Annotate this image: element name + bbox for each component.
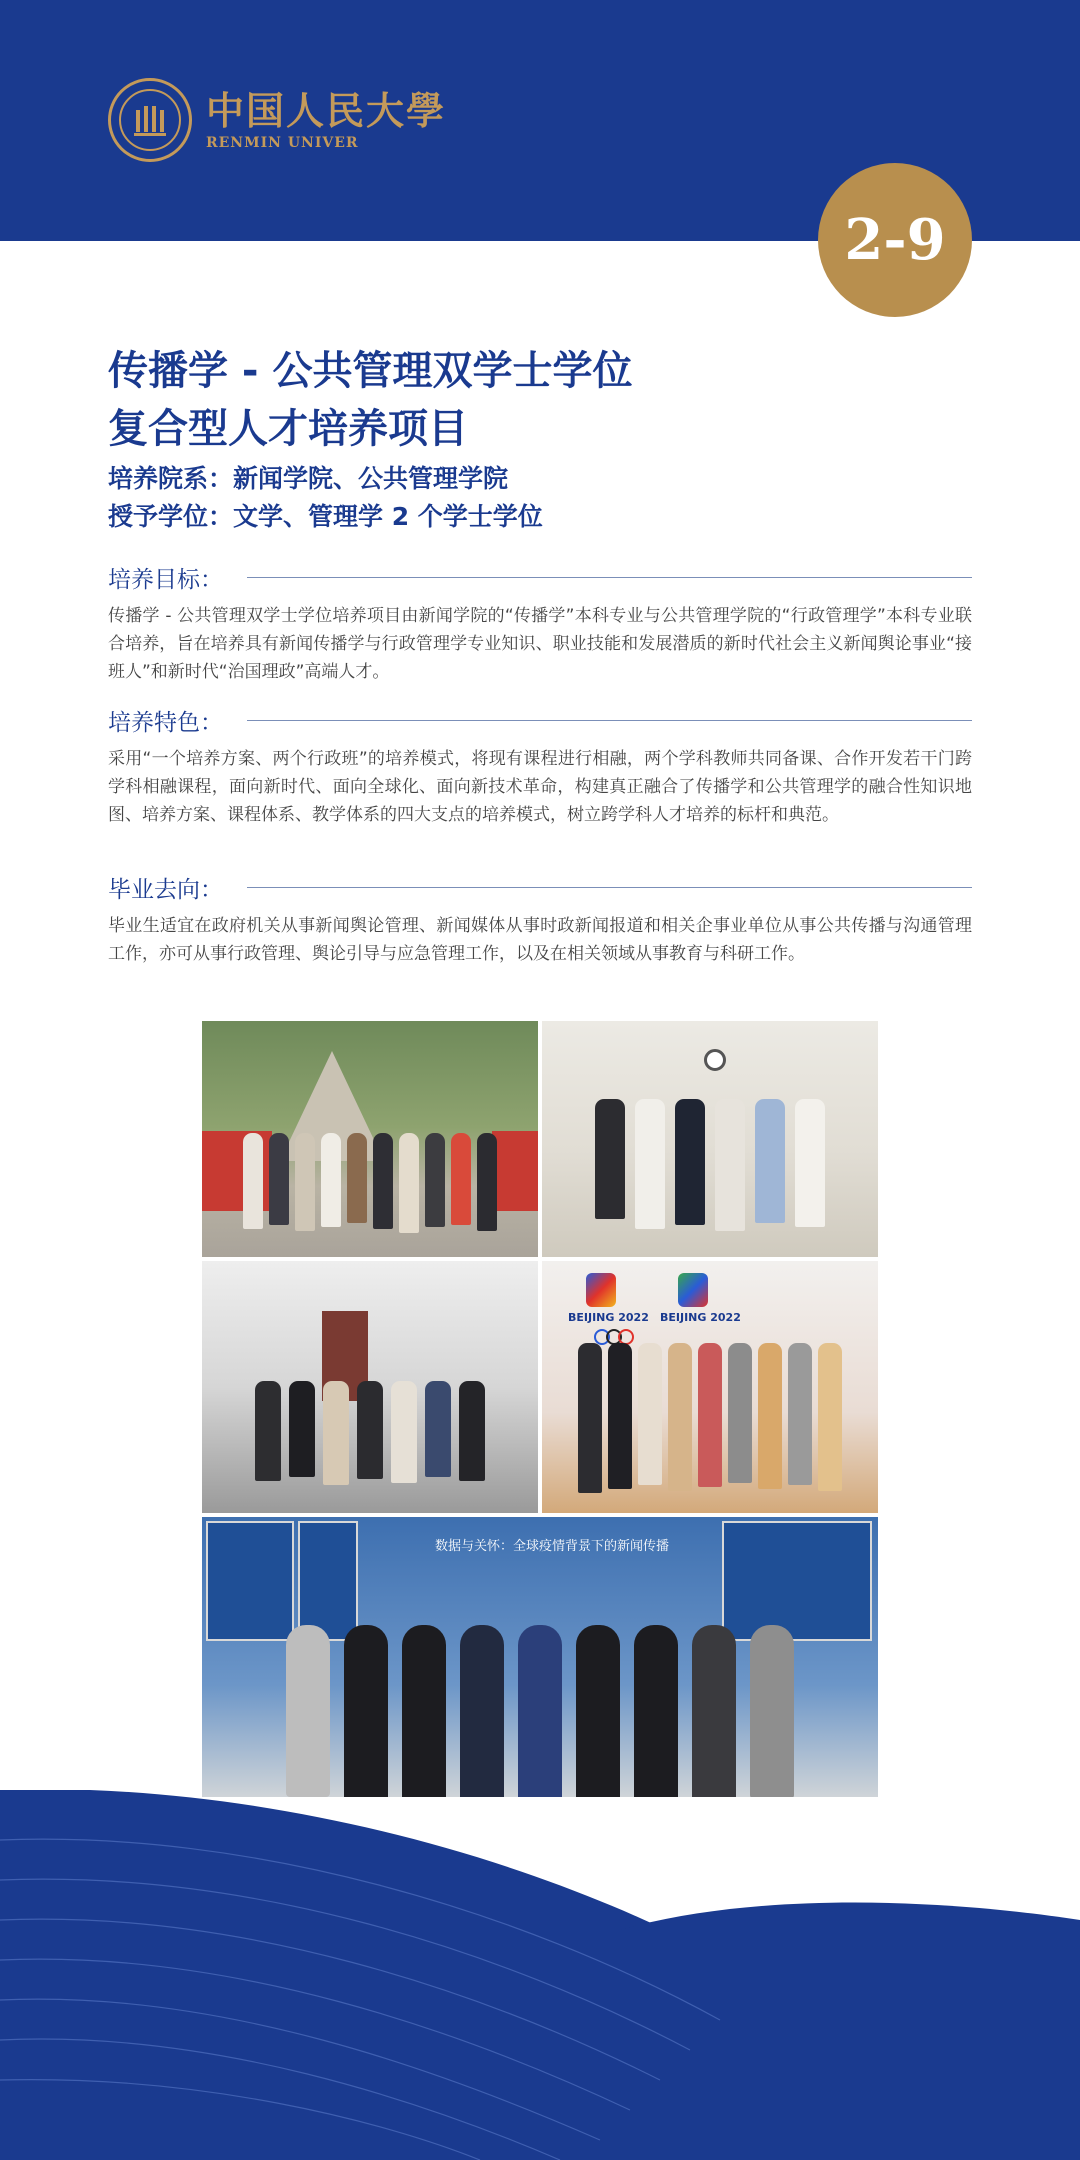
beijing-2022-label: BEIJING 2022 (568, 1311, 649, 1324)
program-meta (108, 460, 978, 536)
section-text: 采用“一个培养方案、两个行政班”的培养模式，将现有课程进行相融，两个学科教师共同备课、合作开发若干门跨学科相融课程，面向新时代、面向全球化、面向新技术革命，构建真正融合了传播学和公共管理学的融合性知识地图、培养方案、课程体系、教学体系的四大支点的培养模式，树立跨学科人才培养的标杆和典范。 (108, 749, 972, 825)
logo-chinese-name: 中国人民大學 (206, 88, 447, 133)
departments-line: 培养院系：新闻学院、公共管理学院 (108, 464, 509, 493)
section-divider (247, 720, 972, 721)
section-career (108, 870, 972, 968)
photo-collage (202, 1021, 878, 1797)
title-line-1: 传播学 - 公共管理双学士学位 (108, 348, 633, 394)
section-text: 毕业生适宜在政府机关从事新闻舆论管理、新闻媒体从事时政新闻报道和相关企事业单位从事公共传播与沟通管理工作，亦可从事行政管理、舆论引导与应急管理工作，以及在相关领域从事教育与科研工作。 (108, 916, 972, 964)
photo-conference-group (202, 1517, 878, 1797)
photo-outdoor-group (202, 1021, 538, 1257)
photo-olympics-group (542, 1261, 878, 1513)
photo-classroom-selfie (542, 1021, 878, 1257)
section-text: 传播学 - 公共管理双学士学位培养项目由新闻学院的“传播学”本科专业与公共管理学院的“行政管理学”本科专业联合培养，旨在培养具有新闻传播学与行政管理学专业知识、职业技能和发展潜质的新时代社会主义新闻舆论事业“接班人”和新时代“治国理政”高端人才。 (108, 606, 972, 682)
bottom-wave-decoration (0, 1790, 1080, 2160)
degree-line: 授予学位：文学、管理学 2 个学士学位 (108, 502, 543, 531)
university-seal-icon (108, 78, 192, 162)
page-number-badge: 2-9 (818, 163, 972, 317)
section-label: 培养目标： (108, 566, 223, 593)
section-goals (108, 560, 972, 686)
section-divider (247, 887, 972, 888)
section-label: 培养特色： (108, 709, 223, 736)
photo-discussion-room (202, 1261, 538, 1513)
section-features (108, 703, 972, 829)
beijing-2022-label: BEIJING 2022 (660, 1311, 741, 1324)
university-logo (108, 78, 446, 162)
section-divider (247, 577, 972, 578)
title-line-2: 复合型人才培养项目 (108, 406, 468, 452)
section-label: 毕业去向： (108, 876, 223, 903)
program-title (108, 342, 978, 458)
logo-english-name: RENMIN UNIVER (206, 135, 359, 151)
conference-screen-title: 数据与关怀：全球疫情背景下的新闻传播 (434, 1539, 669, 1554)
